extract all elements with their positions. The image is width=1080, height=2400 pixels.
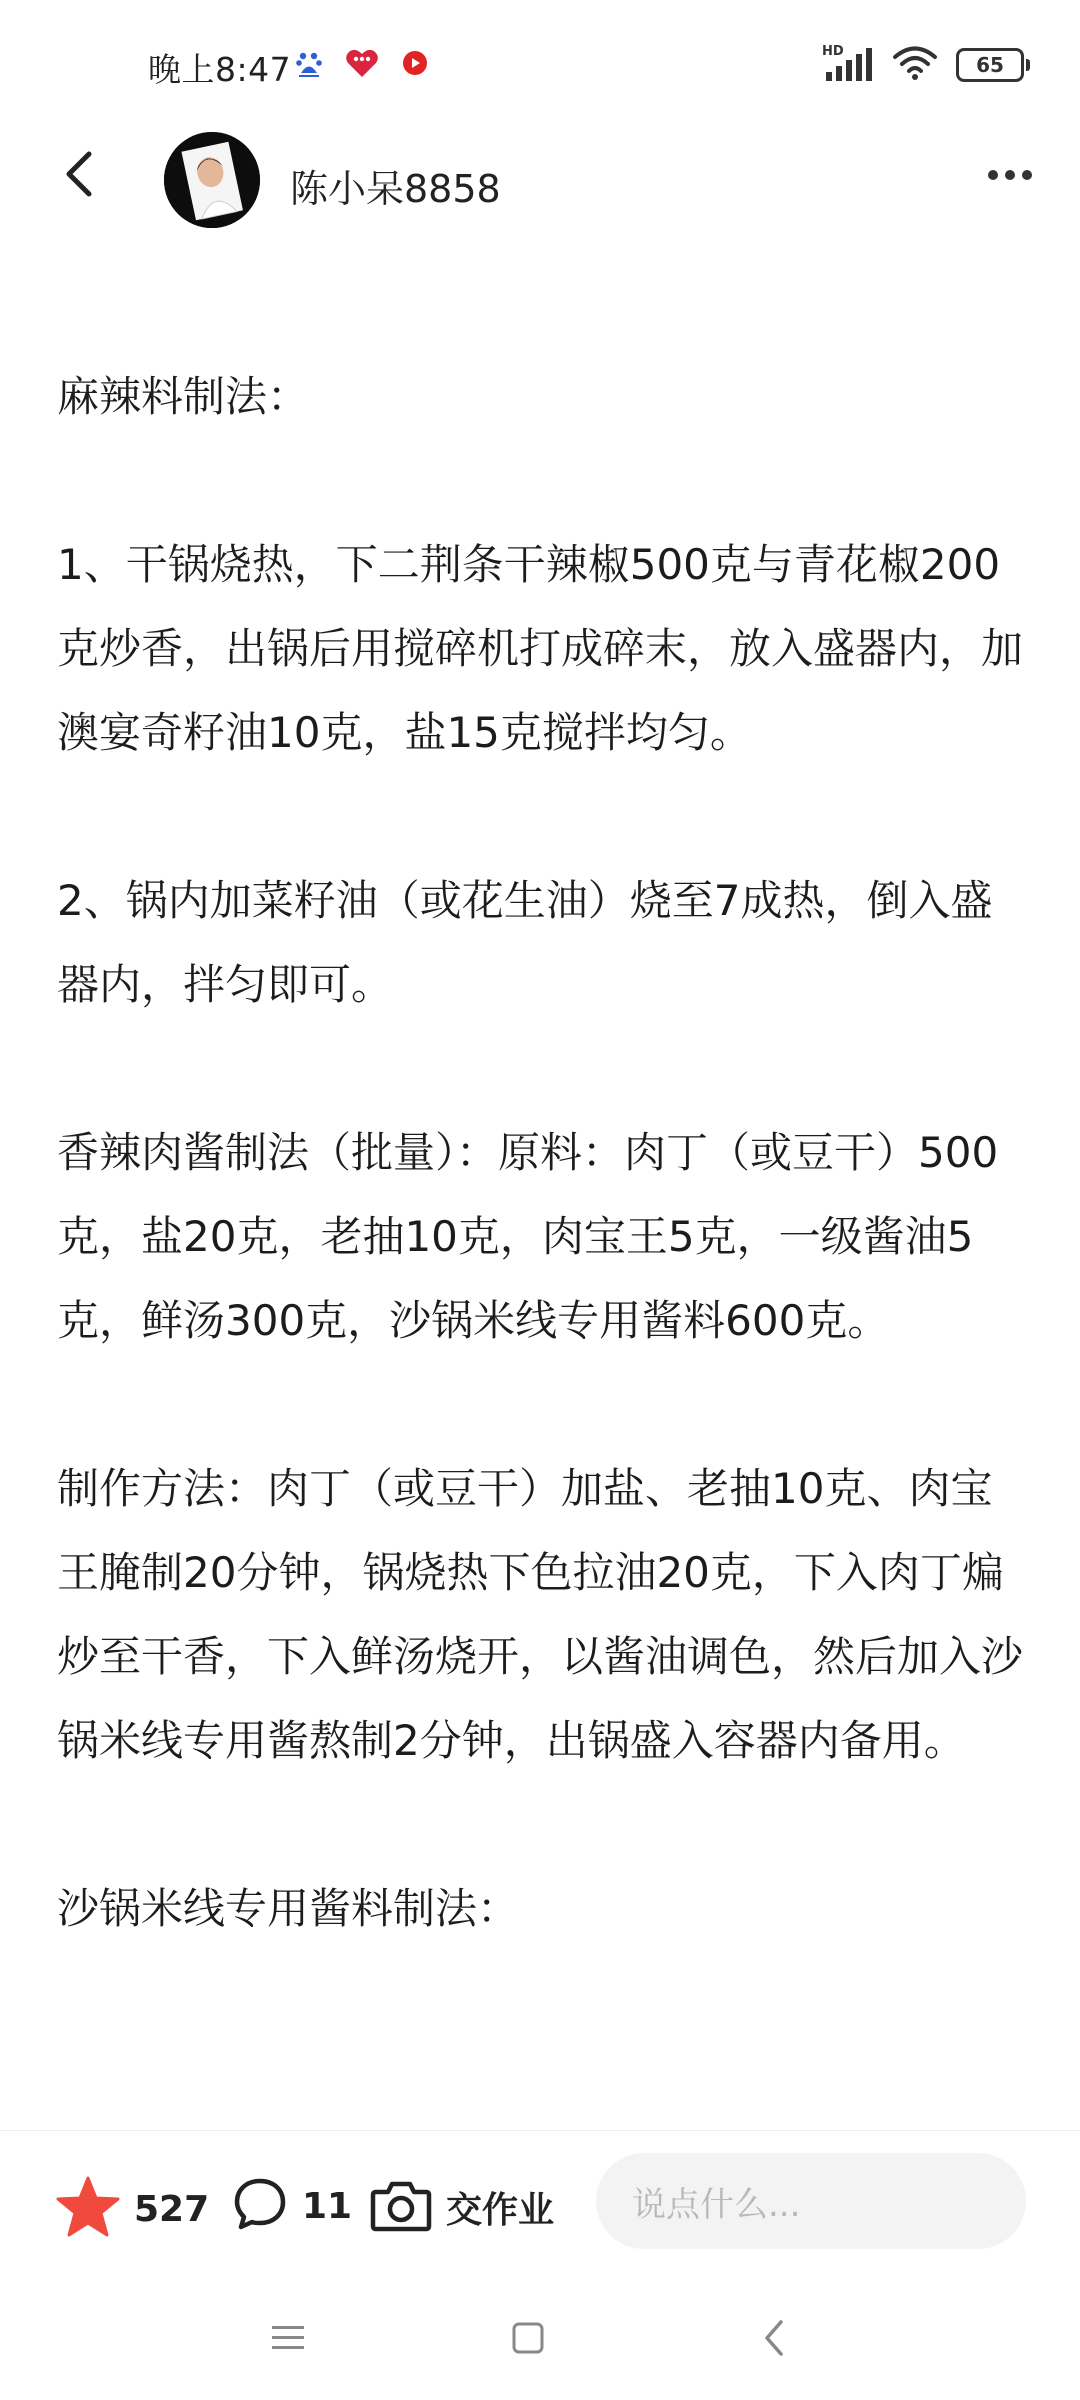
like-count: 527 (134, 2188, 210, 2230)
menu-icon (271, 2324, 305, 2356)
status-time: 晚上8:47 (148, 50, 292, 89)
menu-button[interactable] (258, 2310, 318, 2370)
comment-bubble-icon (232, 2176, 288, 2236)
comment-count: 11 (302, 2185, 353, 2227)
homework-button[interactable] (370, 2176, 554, 2238)
comment-button[interactable] (232, 2176, 352, 2236)
article-paragraph: 制作方法：肉丁（或豆干）加盐、老抽10克、肉宝王腌制20分钟，锅烧热下色拉油20克，下入肉丁煸炒至干香，下入鲜汤烧开，以酱油调色，然后加入沙锅米线专用酱熬制2分钟，出锅盛入容器内备用。 (57, 1464, 1024, 1765)
author-name[interactable]: 陈小呆8858 (290, 167, 501, 211)
home-button[interactable] (498, 2310, 558, 2370)
back-nav-button[interactable] (744, 2310, 804, 2370)
signal-icon (822, 44, 874, 82)
star-icon (56, 2176, 120, 2242)
baidu-icon (296, 48, 322, 82)
more-button[interactable] (980, 150, 1040, 200)
article-paragraph: 沙锅米线专用酱料制法： (57, 1884, 520, 1933)
back-arrow-icon (61, 150, 95, 202)
author-avatar[interactable] (164, 132, 260, 228)
back-button[interactable] (50, 148, 106, 204)
network-type-label: HD (822, 44, 844, 59)
comment-input[interactable]: 说点什么... (596, 2153, 1026, 2249)
like-button[interactable] (56, 2176, 209, 2242)
camera-icon (370, 2176, 432, 2238)
wifi-icon (892, 46, 938, 84)
app-badge-icon (344, 47, 380, 83)
home-square-icon (511, 2321, 545, 2359)
back-chevron-icon (762, 2319, 786, 2361)
article-paragraph: 麻辣料制法： (57, 372, 310, 421)
homework-label: 交作业 (446, 2189, 555, 2231)
article-paragraph: 1、干锅烧热，下二荆条干辣椒500克与青花椒200克炒香，出锅后用搅碎机打成碎末，放入盛器内，加澳宴奇籽油10克，盐15克搅拌均匀。 (57, 540, 1024, 757)
header-bar (0, 130, 1080, 240)
system-status (822, 46, 1024, 84)
battery-icon (956, 48, 1024, 82)
more-icon (987, 166, 1033, 185)
article-paragraph: 2、锅内加菜籽油（或花生油）烧至7成热，倒入盛器内，拌匀即可。 (57, 876, 993, 1009)
action-bar (0, 2130, 1080, 2281)
status-bar (0, 0, 1080, 130)
article-paragraph: 香辣肉酱制法（批量）：原料：肉丁（或豆干）500克，盐20克，老抽10克，肉宝王5克，一级酱油5克，鲜汤300克，沙锅米线专用酱料600克。 (57, 1128, 999, 1345)
system-nav-bar (0, 2280, 1080, 2400)
video-icon (402, 50, 428, 80)
notification-icons (296, 47, 428, 83)
battery-level: 65 (976, 53, 1004, 77)
article-body (57, 355, 1032, 1951)
